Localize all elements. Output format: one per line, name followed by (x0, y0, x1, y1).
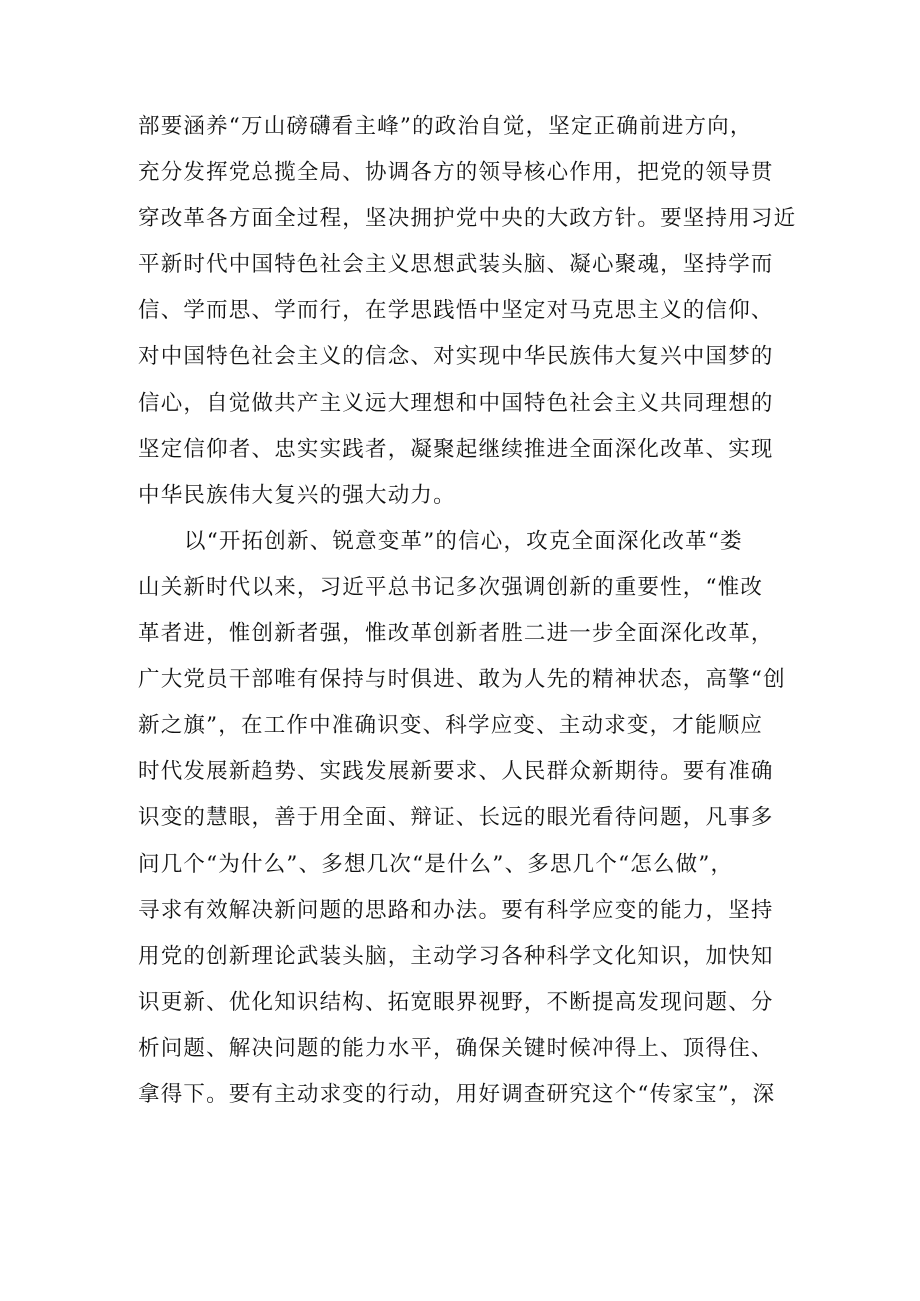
text-line: 充分发挥党总揽全局、协调各方的领导核心作用，把党的领导贯 (138, 160, 774, 186)
text-line: 部要涵养“万山磅礴看主峰”的政治自觉，坚定正确前进方向， (138, 114, 753, 139)
text-line: 识变的慧眼，善于用全面、辩证、长远的眼光看待问题，凡事多 (138, 805, 774, 831)
paragraph-start-line: 以“开拓创新、锐意变革”的信心，攻克全面深化改革“娄 (184, 528, 743, 554)
text-line: 中华民族伟大复兴的强大动力。 (138, 482, 456, 508)
text-line: 析问题、解决问题的能力水平，确保关键时候冲得上、顶得住、 (138, 1035, 774, 1061)
text-line: 山关新时代以来，习近平总书记多次强调创新的重要性，“惟改 (138, 574, 764, 600)
text-line: 时代发展新趋势、实践发展新要求、人民群众新期待。要有准确 (138, 759, 774, 785)
text-line: 信心，自觉做共产主义远大理想和中国特色社会主义共同理想的 (138, 390, 774, 416)
text-line: 平新时代中国特色社会主义思想武装头脑、凝心聚魂，坚持学而 (138, 252, 774, 278)
text-line: 穿改革各方面全过程，坚决拥护党中央的大政方针。要坚持用习近 (138, 206, 797, 232)
text-line: 信、学而思、学而行，在学思践悟中坚定对马克思主义的信仰、 (138, 298, 774, 324)
text-line: 识更新、优化知识结构、拓宽眼界视野，不断提高发现问题、分 (138, 989, 774, 1015)
text-line: 广大党员干部唯有保持与时俱进、敢为人先的精神状态，高擎“创 (138, 667, 786, 693)
text-line: 寻求有效解决新问题的思路和办法。要有科学应变的能力，坚持 (138, 897, 774, 923)
text-line: 对中国特色社会主义的信念、对实现中华民族伟大复兴中国梦的 (138, 344, 774, 370)
text-line: 用党的创新理论武装头脑，主动学习各种科学文化知识，加快知 (138, 943, 774, 969)
text-line: 新之旗”，在工作中准确识变、科学应变、主动求变，才能顺应 (138, 713, 764, 739)
text-line: 问几个“为什么”、多想几次“是什么”、多思几个“怎么做”， (138, 851, 734, 877)
text-line: 拿得下。要有主动求变的行动，用好调查研究这个“传家宝”，深 (138, 1081, 776, 1107)
body-text (138, 104, 798, 1118)
text-line: 革者进，惟创新者强，惟改革创新者胜二进一步全面深化改革， (138, 621, 774, 647)
text-line: 坚定信仰者、忠实实践者，凝聚起继续推进全面深化改革、实现 (138, 436, 774, 462)
